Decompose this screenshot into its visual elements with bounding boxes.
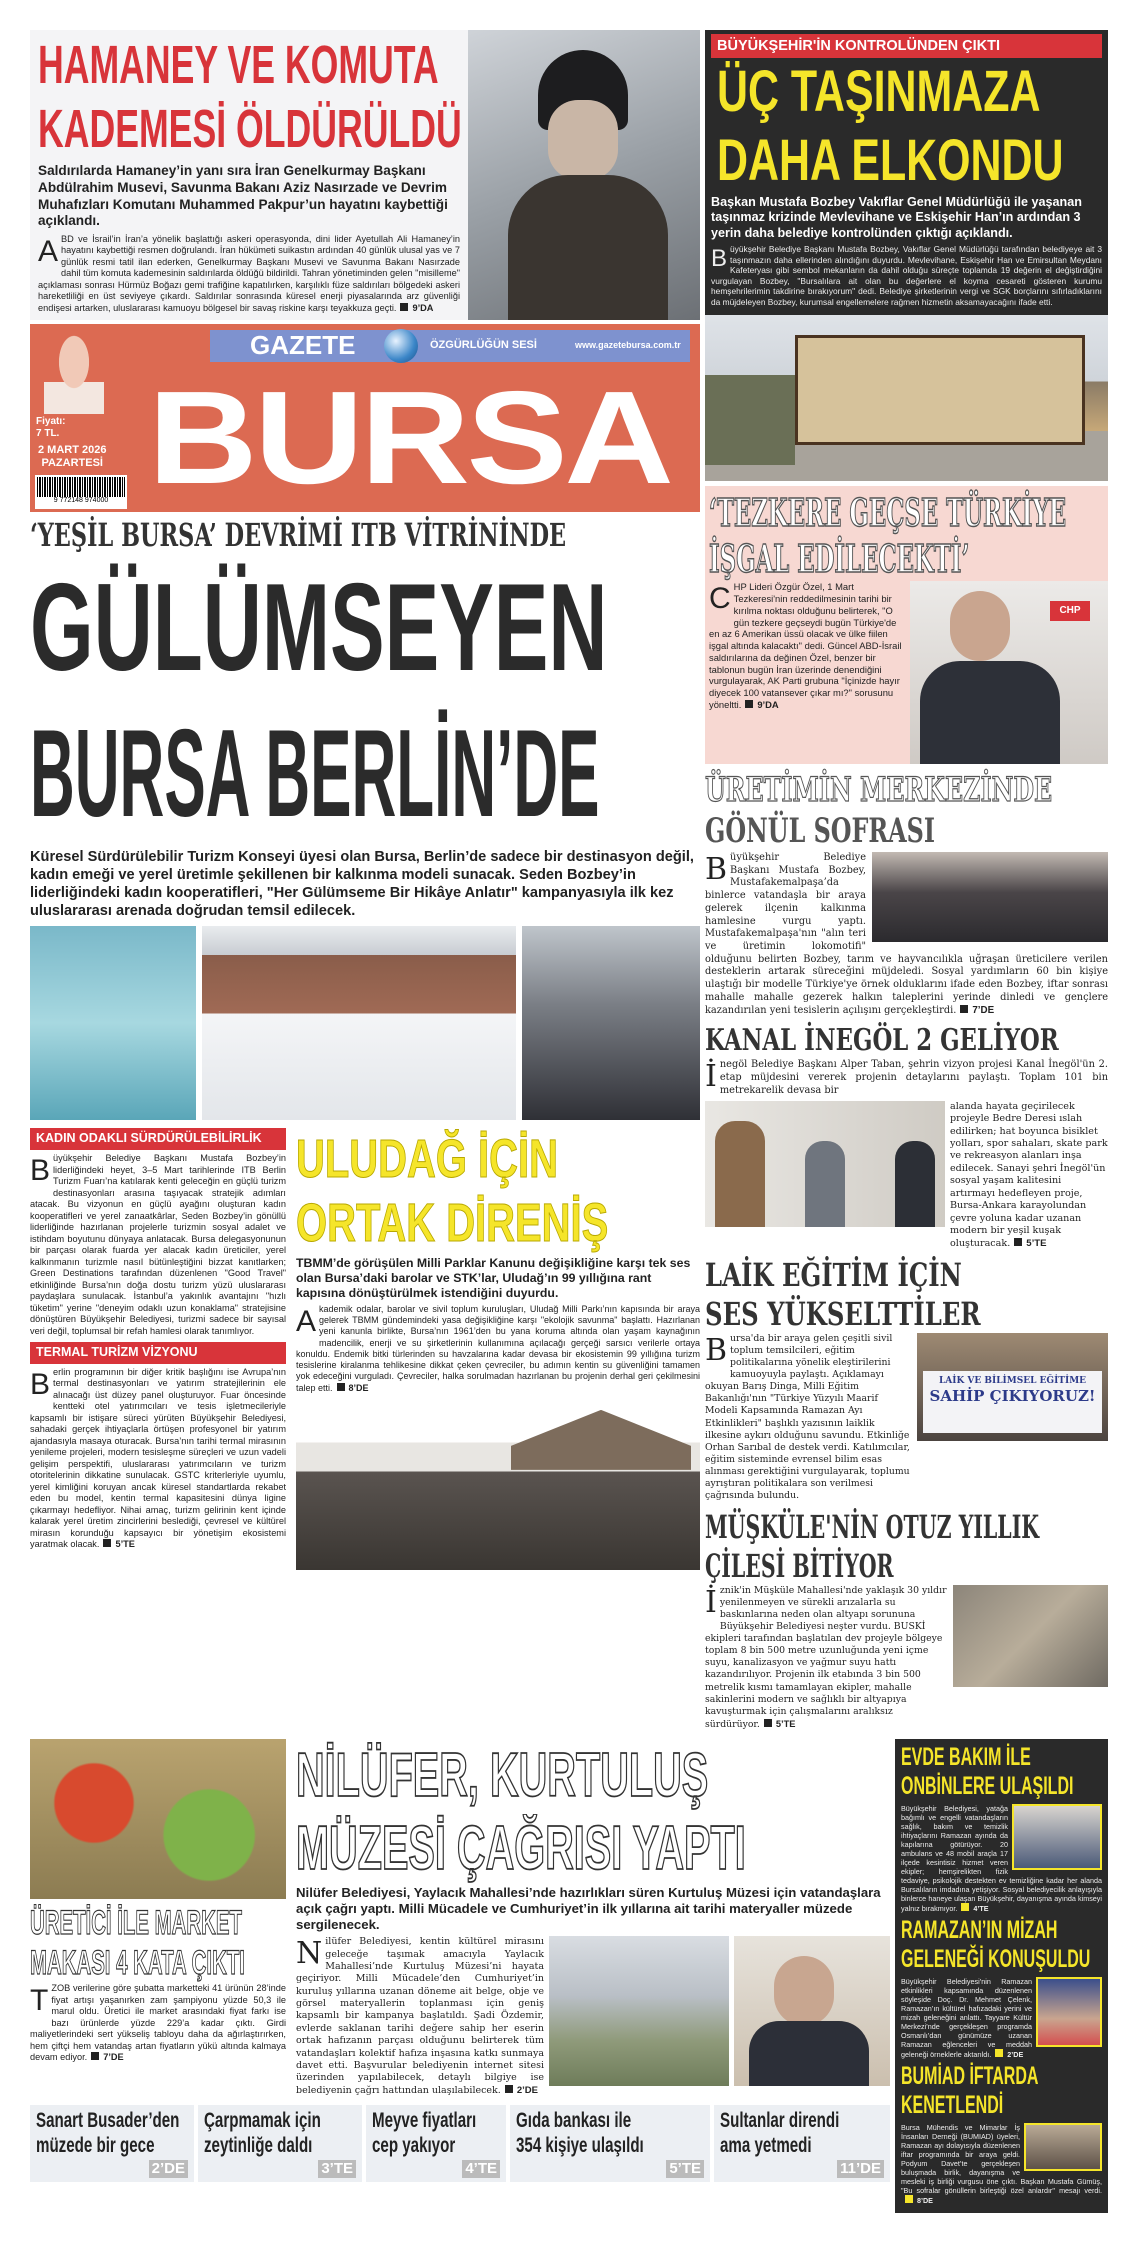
delegation-photo [522,926,700,1120]
teaser-4[interactable]: Gıda bankası ile 354 kişiye ulaşıldı 5’TE [510,2105,710,2183]
uludag-headline: ULUDAĞ İÇİN ORTAK DİRENİŞ [296,1129,609,1254]
historic-building-photo [705,315,1108,481]
home-care-photo [1012,1804,1102,1870]
laik-body: Bursa'da bir araya gelen çeşitli sivil toplum temsilcileri, eğitim politikalarına yönelik eleştirilerini kamuoyuyla paylaştı. Açıklamayı okuyan Barış Dinga, Milli Eğitim Bakanlığı'nın "Türkiye Yüzyılı Maarif Modeli Kapsamında Ramazan Ayı Etkinlikleri" başlıklı yazısının laiklik ilkesine aykırı olduğunu savundu. Etkinliğe Orhan Sarıbal de destek verdi. Katılımcılar, eğitim sisteminde evrensel bilim esas alınması gerektiğini vurgulayarak, toplumu ayrıştıran politikalara son verilmesi çağrısında bulundu. [705,1333,910,1502]
top-story-text [30,30,468,320]
uludag-subhead: TBMM’de görüşülen Milli Parklar Kanunu değişikliğine karşı tek ses olan Bursa’daki barolar ve STK’lar, Uludağ’ın 99 yıllığına rant kapısına dönüştürülmek istendiğini duyurdu. [296,1255,691,1300]
market-story [30,1739,286,2064]
gazete-label: GAZETE [250,330,356,361]
nilufer-story [296,1739,890,2097]
nilufer-body: Nilüfer Belediyesi, kentin kültürel mirasını geleceğe taşımak amacıyla Yaylacık Mahallesi’nde Kurtuluş Müzesi’ni hayata geçiriyor. Milli Mücadele’den Cumhuriyet’in kuruluş yıllarına uzanan döneme ait belge, obje ve görsel materyallerin toplanması için geniş kapsamlı bir kampanya başlatıldı. Şadi Özdemir, evlerde saklanan tarihi değere sahip her eserin ortak hafızanın parçası olduğunu belirterek tüm vatandaşları kolektif hafıza inşasına katkı sunmaya davet etti. Başvurular belediyenin internet sitesi üzerinden yapılabilecek, detaylı bilgiye ise belediyenin çağrı hattından ulaşılabilecek. 2’DE [296,1936,544,2096]
page-ref: 9’DA [396,303,433,313]
vegetables-photo [30,1739,286,1899]
globe-icon [384,329,418,363]
main-headline: GÜLÜMSEYEN BURSA BERLİN’DE [30,558,608,843]
top-body: ABD ve İsrail’in İran’a yönelik başlattığı askeri operasyonda, dini lider Ayetullah Ali Hamaney’in hayatını kaybettiği resmen doğrulandı. İran hükümeti suikastın ardından 40 günlük ulusal yas ve 7 günlük resmi tatil ilan ederken, Genelkurmay Başkanı Musevi ve Savunma Bakanı Nasırzade dahil tüm komuta kademesinin saldırılarda öldüğü bildirildi. Tahran yönetiminden gelen "misilleme" açıklaması sonrası Hürmüz Boğazı gemi trafiğine kapatılırken, karşılıklı füze saldırıları bölgedeki askeri hareketliliği en üst seviyeye çıkardı. Saldırılar sonrasında küresel enerji piyasalarında arz güvenliği endişesi artarken, uluslararası kamuoyu bölgesel bir savaş riskine karşı teyakkuza geçti. 9’DA [38,233,460,313]
muskule-content [705,1585,1108,1731]
laik-protest-photo [917,1333,1108,1441]
muskule-headline: MÜŞKÜLE'NİN OTUZ YILLIK ÇİLESİ BİTİYOR [705,1508,1040,1585]
kanal-meeting-photo [705,1101,945,1227]
ozel-photo [910,581,1108,764]
property-subhead: Başkan Mustafa Bozbey Vakıflar Genel Müdürlüğü ile yaşanan taşınmaz krizinde Mevlevihane ve Eskişehir Han’ın ardından 3 yerin daha belediye kontrolünden çıktığı açıklandı. [711,195,1082,240]
thermal-pool-photo [30,926,196,1120]
nilufer-content [296,1936,890,2096]
lower-stories [30,1739,890,2097]
top-subhead: Saldırılarda Hamaney’in yanı sıra İran Genelkurmay Başkanı Abdülrahim Musevi, Savunma Bakanı Aziz Nasırzade ve Devrim Muhafızları Komutanı Muhammed Pakpur’un hayatını kaybettiği açıklandı. [38,163,448,229]
teaser-3[interactable]: Meyve fiyatları cep yakıyor 4’TE [366,2105,506,2183]
women-section-label: KADIN ODAKLI SÜRDÜRÜLEBİLİRLİK [30,1128,286,1150]
uludag-protest-photo [296,1400,700,1570]
women-body: Büyükşehir Belediye Başkanı Mustafa Bozbey’in liderliğindeki heyet, 3–5 Mart tarihlerinde ITB Berlin Turizm Fuarı’na katılarak kenti geleceğin en güçlü turizm destinasyonları arasına taşıyacak stratejik adımları atacak. Bu vizyonun en güçlü ayağını oluşturan kadın kooperatifleri ve yerel zanaatkârlar, Seden Bozbey’in gönüllü liderliğinde hazırlanan projelerle turizmin sosyal adalet ve istihdam boyutunu dünyaya anlatacak. Bursa delegasyonunun bir parçası olarak fuarda yer alacak kadın üreticiler, yerel kalkınmanın turizmle nasıl bütünleştiğini bizzat kanıtlarken; Green Destinations tarafından düzenlenen "Good Travel" etkinliğinde Bursa’nın doğa dostu turizm yüzü uluslararası paydaşlara sunulacak. İstanbul’a yakınlık avantajını "hızlı tüketim" yerine "deneyim odaklı uzun konaklama" stratejisine dönüştüren Büyükşehir Belediyesi, turizmi sadece bir sayısal veri değil, toplumsal bir refah hamlesi olarak tanımlıyor. [30,1153,286,1336]
slogan: ÖZGÜRLÜĞÜN SESİ [430,339,537,352]
mayor-photo [734,1936,890,2086]
lower-section [30,1739,1108,2213]
teasers [30,2105,890,2183]
sidebar-body-1: Büyükşehir Belediyesi, yatağa bağımlı ve engelli vatandaşların sağlık, bakım ve temizlik ihtiyaçlarını Ramazan ayında da kapılarına götürüyor. 20 ambulans ve 48 mobil araçla 17 ilçede kesintisiz hizmet veren ekipler; hemşirelikten fizik tedaviye, psikolojik destekten ev temizliğine kadar her alanda Bursalıların imdadına yetişiyor. Sosyal belediyecilik anlayışıyla binlerce haneye ulaşan Büyükşehir, dayanışma ayında kimseyi yalnız bırakmıyor. 4’TE [901,1803,1102,1913]
tezkere-story [705,486,1108,764]
muskule-body: İznik'in Müşküle Mahallesi'nde yaklaşık 30 yıldır yenilenmeyen ve sürekli arızalarla su baskınlarına neden olan altyapı sorununa Büyükşehir Belediyesi neşter vurdu. BUSKİ ekipleri tarafından başlatılan dev projeyle bölgeye toplam 8 bin 500 metre uzunluğunda yeni içme suyu, kanalizasyon ve yağmur suyu hattı kazandırılıyor. Projenin ilk etabında 3 bin 500 metrelik kısmı tamamlayan ekipler, mahalle sakinlerini modern ve sağlıklı bir altyapıya kavuşturmak için çalışmalarını aralıksız sürdürüyor. 5’TE [705,1584,947,1730]
kanal-content [705,1101,1108,1251]
protest-banner: LAİK VE BİLİMSEL EĞİTİME SAHİP ÇIKIYORUZ! [923,1371,1102,1433]
sidebar-headline-3: BUMİAD İFTARDA KENETLENDİ [901,2061,1039,2120]
infrastructure-photo [953,1585,1108,1687]
barcode: 9 772148 974000 [35,475,127,509]
masthead [30,324,700,512]
property-story [705,30,1108,315]
tezkere-body: CHP Lideri Özgür Özel, 1 Mart Tezkeresi'nin reddedilmesinin tarihi bir kırılma noktası olduğunu belirterek, "O gün tezkere geçseydi bugün Türkiye'de en az 6 Amerikan üssü olacak ve ülke fiilen işgal altında kalacaktı" dedi. Güncel ABD-İsrail saldırılarına da değinen Özel, benzer bir tablonun bugün İran üzerinde denendiğini vurgulayarak, AK Parti grubuna "İçinizde hayır diyecek 100 vatansever çıkar mı?" sorusunu yöneltti. 9’DA [709,581,902,710]
gonul-body: Büyükşehir Belediye Başkanı Mustafa Bozbey, Mustafakemalpaşa’da binlerce vatandaşla bir araya gelerek ilçenin kalkınma hamlesine vurgu yaptı. Mustafakemalpaşa'nın "alın teri ve üretimin lokomotifi" olduğunu belirten Bozbey, tarım ve hayvancılıkla uğraşan üreticilere verilen desteklerin artarak süreceğini müjdeledi. Sosyal yardımların 60 bin kişiye ulaştığı bir modelle Türkiye'ye örnek olduklarını ifade eden Bozbey, iftar sonrası mahalle mahalle gezerek halkın taleplerini yerinde dinledi ve gençlere kazandırılan yeni tesislerin açılışını gerçekleştirdi. 7’DE [705,851,1108,1016]
sidebar-headline-2: RAMAZAN’IN MİZAH GELENEĞİ KONUŞULDU [901,1915,1091,1974]
speaker-photo [1036,1977,1102,2047]
thermal-body: Berlin programının bir diğer kritik başlığını ise Avrupa’nın termal destinasyonları ve yatırım stratejilerinin ele alınacağı üst düzey panel oluşturuyor. Fuar öncesinde kentteki otel yatırımcıları ve tesis işletmecileriyle kapsamlı bir istişare süreci yürüten Büyükşehir Belediyesi, sahadaki gerçek ihtiyaçlarla örtüşen profesyonel bir yatırım ajandasıyla masaya oturacak. Bursa’nın tarihi termal mirasının yenileme projeleri, modern tesisleşme süreçleri ve uzun vadeli gelişim perspektifi, uluslararası yatırımcıların ve turizm otoritelerinin dikkatine sunulacak. GSTC kriterleriyle uyumlu, yerel kimliğini koruyan ancak küresel standartlarda rekabet eden bu model, kentin termal kapasitesini dünya ligine çıkarmayı hedefliyor. Nihai amaç, turizm gelirinin kent içinde kalarak yerel üretim zincirlerini beslediği, çevresel ve kültürel mirasın korunduğu kapsayıcı bir yönetişim ekosistemi yaratmak olacak. 5’TE [30,1366,286,1550]
top-story [30,30,700,320]
tezkere-content [709,581,1108,764]
uludag-body: Akademik odalar, barolar ve sivil toplum kuruluşları, Uludağ Milli Parkı’nın kapısında bir araya gelerek TBMM gündemindeki yasa değişikliğine karşı "ekolojik savunma" başlattı. Hazırlanan yeni kanunla birlikte, Bursa’nın 1961’den bu yana koruma altında olan yaşam kaynağının madencilik, enerji ve su şirketlerinin kullanımına açılacağı gerçeği sarsıcı verilerle ortaya konuldu. Endemik bitki türlerinden su havzalarına kadar devasa bir ekosistemin 99 yıllığına turizm tesislerine kiralanma tehlikesine dikkat çeken çevreciler, bu adımın kentin su güvenliğini tamamen yok edeceğini vurguladı. Çevreciler, halka sorulmadan hazırlanan bu projenin derhal geri çekilmesini talep etti. 8’DE [296,1303,700,1393]
tezkere-headline: ‘TEZKERE GEÇSE TÜRKİYE İŞGAL EDİLECEKTİ’ [709,490,1067,581]
property-body: Büyükşehir Belediye Başkanı Mustafa Bozbey, Vakıflar Genel Müdürlüğü tarafından belediyeye ait 3 taşınmazın daha ellerinden alındığını duyurdu. Mevlevihane, Eskişehir Han ve Emirsultan Meydanı Kafeteryası gibi sembol mekanların da dahil olduğu süreçte toplamda 19 değerin el değiştirdiğini vurgulayan Bozbey, "Bursalılara ait olan bu değerlere el koyma cesareti gösteren kurumu hemşehrilerimin takdirine bırakıyorum" dedi. Belediye şirketlerinin vergi ve SGK borçlarını sıfırladıklarını da müjdeleyen Bozbey, kurumsal engellemelere rağmen hizmetin aksamayacağını ifade etti. [711,244,1102,307]
main-kicker: ‘YEŞİL BURSA’ DEVRİMİ ITB VİTRİNİNDE [30,516,567,555]
thermal-section-label: TERMAL TURİZM VİZYONU [30,1342,286,1364]
property-headline: ÜÇ TAŞINMAZA DAHA ELKONDU [717,59,1064,193]
nilufer-subhead: Nilüfer Belediyesi, Yaylacık Mahallesi’nde hazırlıkları süren Kurtuluş Müzesi için vatandaşlara açık çağrı yaptı. Milli Mücadele ve Cumhuriyet’in ilk yıllarına ait tarihi materyaller müzede sergilenecek. [296,1885,881,1933]
market-headline: ÜRETİCİ İLE MARKET MAKASI 4 KATA ÇIKTI [30,1903,245,1982]
market-body: TZOB verilerine göre şubatta marketteki 41 ürünün 28’inde fiyat artışı yaşanırken zam şampiyonu yüzde 50,3 ile marul oldu. Üretici ile market arasındaki fiyat farkı ise bazı ürünlerde yüzde 229’a kadar çıktı. Girdi maliyetlerindeki sert yükseliş tabloyu daha da ağırlaştırırken, hem çiftçi hem vatandaş artan fiyatların yükü altında kalmaya devam ediyor. 7’DE [30,1983,286,2063]
ski-resort-photo [202,926,516,1120]
issue-date: 2 MART 2026 PAZARTESİ [38,444,107,470]
gonul-headline: ÜRETİMİN MERKEZİNDE GÖNÜL SOFRASI [705,770,1053,852]
lower-left-row [30,1128,700,1569]
kicker: BÜYÜKŞEHİR'İN KONTROLÜNDEN ÇIKTI [711,34,1102,58]
laik-content [705,1333,1108,1502]
uludag-story [296,1128,700,1569]
lower-left [30,1739,890,2183]
sidebar-body-3: Bursa Mühendis ve Mimarlar İş İnsanları Derneği (BUMIAD) üyeleri, Ramazan ayı dolayısıyla düzenlenen iftar programında bir araya geldi. Podyum Davet’te gerçekleşen buluşmada birlik, dayanışma ve mesleki iş birliği vurgusu öne çıktı. Başkan Mustafa Gümüş, "Bu sofralar gönüllerin birleştiği özel anlardır" mesajı verdi.8’DE [901,2122,1102,2205]
teaser-5[interactable]: Sultanlar direndi ama yetmedi 11’DE [714,2105,890,2183]
tourism-column [30,1128,286,1550]
khamenei-photo [468,30,700,320]
upper-section [30,30,1108,1731]
chp-logo: CHP [1050,601,1090,621]
sidebar-body-2: Büyükşehir Belediyesi’nin Ramazan etkinlikleri kapsamında düzenlenen söyleşide Doç. Dr. Mehmet Çelenk, Ramazan’ın kültürel hafızadaki yerini ve mizah geleneğini anlattı. Tayyare Kültür Merkezi’nde gerçekleşen programda Osmanlı’dan günümüze uzanan Ramazan eğlenceleri ve meddah geleneği örneklerle aktarıldı. 2’DE [901,1977,1102,2059]
right-column [705,30,1108,1731]
ataturk-portrait [44,334,104,414]
kanal-body: alanda hayata geçirilecek projeyle Bedre Deresi ıslah edilirken; hat boyunca bisiklet yolları, spor sahaları, skate park ve rekreasyon alanları inşa edilecek. Sanayi şehri İnegöl'ün sosyal yaşam kalitesini artırmayı hedefleyen proje, Bursa-Ankara karayolundan çevre yoluna kadar uzanan modern bir yeşil kuşak oluşturacak. 5’TE [950,1100,1108,1249]
main-subhead: Küresel Sürdürülebilir Turizm Konseyi üyesi olan Bursa, Berlin’de sadece bir destinasyon değil, kadın emeği ve yerel üretimle şekillenen bir kalkınma modeli sunacak. Seden Bozbey’in liderliğindeki kadın kooperatifleri, "Her Gülümseme Bir Hikâye Anlatır" kampanyasıyla ilk kez uluslararası arenada doğrudan temsil edilecek. [30,849,694,919]
nilufer-headline: NİLÜFER, KURTULUŞ MÜZESİ ÇAĞRISI YAPTI [296,1740,746,1883]
iftar-photo [1024,2123,1102,2171]
left-main-column [30,30,700,1570]
price: Fiyatı: 7 TL. [36,416,66,440]
newspaper-title: BURSA [148,364,671,512]
website-link[interactable]: www.gazetebursa.com.tr [575,340,681,351]
teaser-1[interactable]: Sanart Busader’den müzede bir gece 2’DE [30,2105,194,2183]
kanal-headline: KANAL İNEGÖL 2 GELİYOR [705,1023,1059,1059]
crowd-photo [872,852,1108,942]
teaser-2[interactable]: Çarpmamak için zeytinliğe daldı 3’TE [198,2105,362,2183]
sidebar-box [895,1739,1108,2213]
museum-building-photo [549,1936,729,2086]
kanal-body-top: İnegöl Belediye Başkanı Alper Taban, şehrin vizyon projesi Kanal İnegöl'ün 2. etap müjdesini vererek projenin detaylarını paylaştı. Toplam 101 bin metrekarelik devasa bir [705,1059,1108,1096]
main-photos [30,926,700,1120]
top-headline: HAMANEY VE KOMUTA KADEMESİ ÖLDÜRÜLDÜ [38,35,462,159]
sidebar-headline-1: EVDE BAKIM İLE ONBİNLERE ULAŞILDI [901,1742,1074,1801]
laik-headline: LAİK EĞİTİM İÇİN SES YÜKSELTTİLER [705,1256,981,1333]
